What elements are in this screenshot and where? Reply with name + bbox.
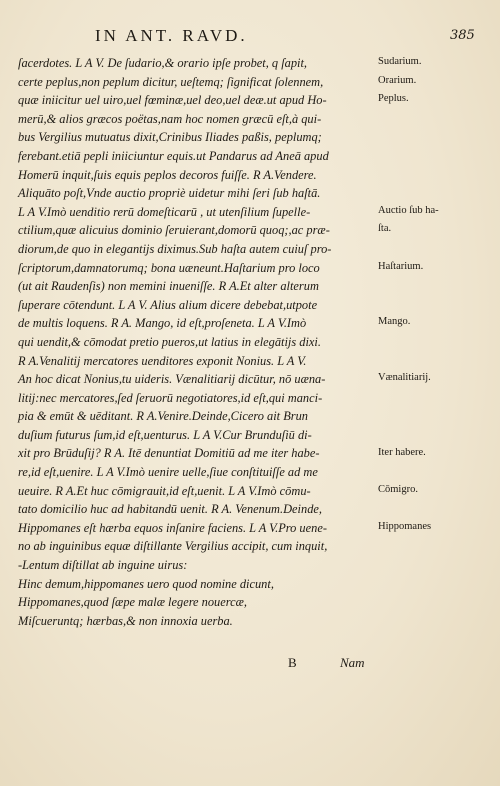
- text-line: R A.Venalitij mercatores uenditores exponit Nonius. L A V.: [18, 353, 307, 368]
- margin-note: Auctio ſub ha-: [378, 204, 439, 216]
- text-line: qui uendit,& cōmodat pretio pueros,ut latius in elegātijs dixi.: [18, 334, 321, 349]
- margin-note: ſta.: [378, 223, 392, 235]
- text-line: xit pro Brūduſij? R A. Itē denuntiat Domitiū ad me iter habe-: [18, 446, 320, 461]
- page-header: [0, 26, 500, 50]
- text-line: Homerū inquit,ſuis equis peplos decoros fuiſſe. R A.Vendere.: [18, 167, 317, 182]
- margin-note: Peplus.: [378, 93, 409, 105]
- catchword: Nam: [340, 655, 365, 670]
- text-line: ſacerdotes. L A V. De ſudario,& orario ipſe probet, q ſapit,: [18, 56, 308, 70]
- signature-mark: B: [288, 655, 297, 670]
- text-line: diorum,de quo in elegantijs diximus.Sub haſta autem cuiuſ pro-: [18, 241, 332, 256]
- text-line: L A V.Imò uenditio rerū domeſticarū , ut utenſilium ſupelle-: [18, 204, 311, 219]
- page-number: 385: [450, 28, 475, 43]
- text-line: no ab inguinibus equæ diſtillante Vergilius accipit, cum inquit,: [18, 539, 328, 554]
- text-line: certe peplus,non peplum dicitur, ueſtemq; ſignificat ſolennem,: [18, 74, 324, 89]
- text-line: bus Vergilius mutuatus dixit,Crinibus Iliades paßis, peplumq;: [18, 130, 322, 145]
- text-line: merū,& alios græcos poëtas,nam hoc nomen græcū eſt,à qui-: [18, 111, 322, 126]
- main-text-block: [18, 54, 378, 630]
- margin-note: Iter habere.: [378, 446, 426, 458]
- text-line: quæ iniicitur uel uiro,uel fœminæ,uel deo,uel deæ.ut apud Ho-: [18, 93, 327, 108]
- text-line: litij:nec mercatores,ſed ſeruorū negotiatores,id eſt,qui manci-: [18, 390, 323, 405]
- text-line: ueuire. R A.Et huc cōmigrauit,id eſt,uenit. L A V.Imò cōmu-: [18, 483, 311, 498]
- text-line: ſcriptorum,damnatorumq; bona uæneunt.Haſtarium pro loco: [18, 260, 320, 275]
- margin-note: Hippomanes: [378, 521, 432, 532]
- text-line: Miſcueruntq; hærbas,& non innoxia uerba.: [18, 613, 233, 628]
- text-line: An hoc dicat Nonius,tu uideris. Vænalitiarij dicūtur, nō uæna-: [18, 372, 326, 387]
- text-line: Aliquāto poſt,Vnde auctio propriè uidetur mihi ſeri ſub haſtā.: [18, 186, 321, 201]
- page-footer: [0, 655, 500, 675]
- text-line: duſium futurus ſum,id eſt,uenturus. L A V.Cur Brunduſiū di-: [18, 427, 312, 442]
- running-title: IN ANT. RAVD.: [95, 26, 248, 45]
- margin-note: Orarium.: [378, 74, 417, 86]
- margin-note: Haſtarium.: [378, 260, 424, 272]
- text-line: Hippomanes,quod ſæpe malæ legere nouercæ,: [18, 595, 247, 610]
- text-line: ferebant.etiā pepli iniiciuntur equis.ut Pandarus ad Aneā apud: [18, 148, 329, 163]
- text-line: pia & emūt & uēditant. R A.Venire.Deinde,Cicero ait Brun: [18, 409, 308, 424]
- text-line: ſuperare cōtendunt. L A V. Alius alium dicere debebat,utpote: [18, 297, 318, 312]
- margin-note: Vænalitiarij.: [378, 372, 431, 384]
- text-line: -Lentum diſtillat ab inguine uirus:: [18, 558, 188, 573]
- text-line: ctilium,quæ alicuius dominio ſeruierant,domorū quoq;,ac præ-: [18, 223, 330, 238]
- text-line: Hippomanes eſt hærba equos inſanire faciens. L A V.Pro uene-: [18, 520, 327, 535]
- text-line: Hinc demum,hippomanes uero quod nomine dicunt,: [18, 576, 274, 591]
- text-line: (ut ait Raudenſis) non memini inueniſſe. R A.Et alter alterum: [18, 279, 319, 294]
- text-line: de multis loquens. R A. Mango, id eſt,proſeneta. L A V.Imò: [18, 316, 307, 331]
- margin-note: Sudarium.: [378, 56, 422, 67]
- text-line: tato domicilio huc ad habitandū uenit. R A. Venenum.Deinde,: [18, 502, 322, 517]
- text-line: re,id eſt,uenire. L A V.Imò uenire uelle,ſiue conſtituiſſe ad me: [18, 465, 318, 480]
- margin-note: Mango.: [378, 316, 411, 328]
- margin-note: Cōmigro.: [378, 483, 418, 495]
